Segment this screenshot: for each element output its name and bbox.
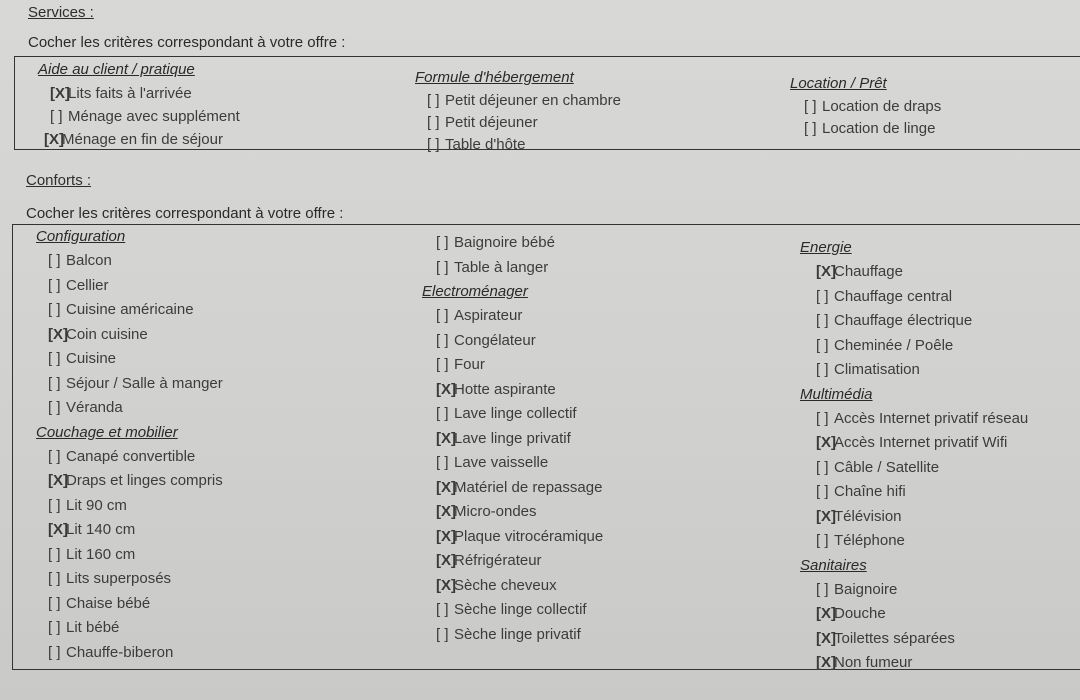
checkbox-unchecked[interactable]: [ ]	[48, 447, 61, 465]
item-label: Baignoire bébé	[454, 234, 555, 251]
criteria-item[interactable]	[422, 256, 603, 281]
checkbox-unchecked[interactable]: [ ]	[48, 276, 61, 294]
criteria-item[interactable]	[36, 274, 223, 299]
services-instruction: Cocher les critères correspondant à votre offre :	[28, 34, 346, 51]
criteria-item[interactable]	[36, 567, 223, 592]
criteria-item[interactable]	[36, 298, 223, 323]
checkbox-unchecked[interactable]: [ ]	[48, 545, 61, 563]
criteria-item[interactable]	[800, 480, 1028, 505]
checkbox-unchecked[interactable]: [ ]	[48, 643, 61, 661]
checkbox-unchecked[interactable]: [ ]	[816, 580, 829, 598]
services-item[interactable]: [X]Ménage en fin de séjour	[38, 128, 240, 151]
item-label: Chauffe-biberon	[66, 643, 174, 661]
checkbox-unchecked[interactable]: [ ]	[436, 356, 449, 373]
criteria-item[interactable]	[422, 378, 603, 403]
checkbox-unchecked[interactable]: [ ]	[436, 307, 449, 324]
criteria-item[interactable]	[422, 231, 603, 256]
conforts-instruction: Cocher les critères correspondant à votre offre :	[26, 205, 344, 222]
checkbox-unchecked[interactable]: [ ]	[48, 399, 61, 416]
category-title: Couchage et mobilier	[36, 423, 178, 441]
services-cat-title: Aide au client / pratique	[38, 61, 195, 78]
item-label: Télévision	[834, 507, 902, 525]
checkbox-checked[interactable]: [X]	[48, 325, 68, 343]
item-label: Plaque vitrocéramique	[454, 527, 604, 545]
services-col-3	[790, 72, 941, 140]
checkbox-checked[interactable]: [X]	[436, 576, 456, 594]
item-label: Lit 90 cm	[66, 496, 127, 514]
checkbox-checked[interactable]: [X]	[436, 380, 456, 398]
conforts-col-3	[800, 236, 1028, 676]
checkbox-unchecked[interactable]: [ ]	[48, 301, 61, 318]
item-label: Lave linge privatif	[454, 429, 571, 447]
item-label: Chauffage central	[834, 287, 953, 305]
criteria-item[interactable]	[422, 549, 603, 574]
checkbox-checked[interactable]: [X]	[48, 472, 68, 489]
checkbox-checked[interactable]: [X]	[436, 429, 456, 447]
criteria-item[interactable]	[800, 505, 1028, 530]
item-label: Véranda	[66, 399, 123, 416]
criteria-item[interactable]	[422, 329, 603, 354]
item-label: Canapé convertible	[66, 447, 196, 465]
criteria-item[interactable]	[422, 598, 603, 623]
item-label: Cheminée / Poêle	[834, 336, 954, 354]
item-label: Chauffage électrique	[834, 312, 973, 329]
checkbox-unchecked[interactable]: [ ]	[48, 594, 61, 612]
checkbox-unchecked[interactable]: [ ]	[816, 361, 829, 378]
criteria-item[interactable]	[422, 451, 603, 476]
checkbox-checked[interactable]: [X]	[816, 507, 836, 525]
item-label: Aspirateur	[454, 307, 523, 324]
item-label: Climatisation	[834, 361, 920, 378]
criteria-item[interactable]	[36, 494, 223, 519]
criteria-item[interactable]	[36, 469, 223, 494]
item-label: Lits superposés	[66, 570, 172, 587]
category-title: Sanitaires	[800, 556, 867, 574]
checkbox-unchecked[interactable]: [ ]	[48, 374, 61, 392]
checkbox-checked[interactable]: [X]	[50, 85, 70, 102]
criteria-item[interactable]	[800, 309, 1028, 334]
checkbox-checked[interactable]: [X]	[816, 434, 836, 451]
criteria-item[interactable]	[36, 518, 223, 543]
checkbox-checked[interactable]: [X]	[436, 527, 456, 545]
checkbox-unchecked[interactable]: [ ]	[48, 252, 61, 269]
services-heading: Services :	[28, 4, 94, 21]
checkbox-unchecked[interactable]: [ ]	[816, 409, 829, 427]
item-label: Congélateur	[454, 331, 536, 349]
criteria-item[interactable]	[422, 476, 603, 501]
checkbox-checked[interactable]: [X]	[44, 131, 64, 148]
criteria-item[interactable]	[800, 456, 1028, 481]
checkbox-unchecked[interactable]: [ ]	[436, 454, 449, 471]
services-item[interactable]: [ ] Location de draps	[790, 96, 941, 118]
item-label: Toilettes séparées	[834, 629, 955, 647]
checkbox-unchecked[interactable]: [ ]	[436, 405, 449, 422]
checkbox-unchecked[interactable]: [ ]	[48, 570, 61, 587]
checkbox-checked[interactable]: [X]	[436, 552, 456, 569]
item-label: Douche	[834, 605, 886, 622]
checkbox-unchecked[interactable]: [ ]	[48, 619, 61, 636]
checkbox-unchecked[interactable]: [ ]	[48, 496, 61, 514]
checkbox-unchecked[interactable]: [ ]	[804, 98, 817, 115]
criteria-item[interactable]	[36, 641, 223, 666]
item-label: Lave linge collectif	[454, 405, 577, 422]
item-label: Table à langer	[454, 258, 549, 276]
checkbox-unchecked[interactable]: [ ]	[436, 234, 449, 251]
checkbox-checked[interactable]: [X]	[436, 503, 456, 520]
item-label: Sèche linge collectif	[454, 601, 587, 618]
item-label: Accès Internet privatif réseau	[834, 409, 1029, 427]
item-label: Matériel de repassage	[454, 478, 603, 496]
conforts-col-1	[36, 225, 223, 665]
services-item[interactable]: [X]Lits faits à l'arrivée	[38, 82, 240, 105]
item-label: Lit 160 cm	[66, 545, 136, 563]
criteria-item[interactable]	[36, 592, 223, 617]
criteria-item[interactable]	[800, 651, 1028, 676]
checkbox-unchecked[interactable]: [ ]	[436, 331, 449, 349]
item-label: Cuisine	[66, 350, 117, 367]
checkbox-unchecked[interactable]: [ ]	[804, 120, 817, 137]
category-title: Electroménager	[422, 283, 528, 300]
checkbox-unchecked[interactable]: [ ]	[816, 336, 829, 354]
checkbox-checked[interactable]: [X]	[816, 605, 836, 622]
checkbox-unchecked[interactable]: [ ]	[436, 625, 449, 643]
item-label: Coin cuisine	[66, 325, 148, 343]
item-label: Téléphone	[834, 532, 905, 549]
checkbox-unchecked[interactable]: [ ]	[48, 350, 61, 367]
conforts-col-2	[422, 231, 603, 647]
item-label: Sèche cheveux	[454, 576, 557, 594]
criteria-item[interactable]	[422, 525, 603, 550]
criteria-item[interactable]	[36, 249, 223, 274]
item-label: Cellier	[66, 276, 109, 294]
checkbox-checked[interactable]: [X]	[816, 654, 836, 671]
services-col-2	[415, 66, 621, 156]
checkbox-unchecked[interactable]: [ ]	[816, 532, 829, 549]
criteria-item[interactable]	[36, 396, 223, 421]
category-title: Multimédia	[800, 385, 873, 403]
checkbox-unchecked[interactable]: [ ]	[50, 108, 63, 125]
checkbox-unchecked[interactable]: [ ]	[816, 312, 829, 329]
item-label: Câble / Satellite	[834, 458, 940, 476]
item-label: Chauffage	[834, 263, 903, 280]
criteria-item[interactable]	[800, 358, 1028, 383]
item-label: Séjour / Salle à manger	[66, 374, 223, 392]
item-label: Micro-ondes	[454, 503, 537, 520]
checkbox-checked[interactable]: [X]	[48, 521, 68, 538]
checkbox-unchecked[interactable]: [ ]	[436, 258, 449, 276]
criteria-item[interactable]	[422, 304, 603, 329]
item-label: Chaise bébé	[66, 594, 151, 612]
item-label: Balcon	[66, 252, 112, 269]
criteria-item[interactable]	[800, 260, 1028, 285]
item-label: Lave vaisselle	[454, 454, 549, 471]
conforts-heading: Conforts :	[26, 172, 92, 189]
criteria-item[interactable]	[36, 372, 223, 397]
criteria-item[interactable]	[422, 500, 603, 525]
criteria-item[interactable]	[422, 402, 603, 427]
services-item[interactable]: [ ] Ménage avec supplément	[38, 105, 240, 128]
criteria-item[interactable]	[422, 574, 603, 599]
criteria-item[interactable]	[800, 431, 1028, 456]
checkbox-unchecked[interactable]: [ ]	[436, 601, 449, 618]
criteria-item[interactable]	[36, 543, 223, 568]
item-label: Non fumeur	[834, 654, 913, 671]
item-label: Hotte aspirante	[454, 380, 556, 398]
item-label: Draps et linges compris	[66, 472, 223, 489]
item-label: Cuisine américaine	[66, 301, 194, 318]
criteria-item[interactable]	[800, 285, 1028, 310]
item-label: Four	[454, 356, 485, 373]
checkbox-checked[interactable]: [X]	[816, 263, 836, 280]
item-label: Chaîne hifi	[834, 483, 906, 500]
category-title: Configuration	[36, 228, 126, 245]
services-cat-title: Location / Prêt	[790, 75, 887, 92]
checkbox-unchecked[interactable]: [ ]	[427, 136, 440, 153]
checkbox-checked[interactable]: [X]	[436, 478, 456, 496]
criteria-item[interactable]	[800, 602, 1028, 627]
checkbox-checked[interactable]: [X]	[816, 629, 836, 647]
criteria-item[interactable]	[800, 407, 1028, 432]
criteria-item[interactable]	[422, 427, 603, 452]
checkbox-unchecked[interactable]: [ ]	[816, 483, 829, 500]
checkbox-unchecked[interactable]: [ ]	[816, 287, 829, 305]
checkbox-unchecked[interactable]: [ ]	[816, 458, 829, 476]
services-cat-title: Formule d'hébergement	[415, 69, 574, 86]
criteria-item[interactable]	[36, 616, 223, 641]
criteria-item[interactable]	[800, 334, 1028, 359]
checkbox-unchecked[interactable]: [ ]	[427, 92, 440, 109]
item-label: Accès Internet privatif Wifi	[834, 434, 1008, 451]
services-col-1	[38, 58, 240, 151]
services-item[interactable]: [ ] Table d'hôte	[415, 134, 621, 156]
item-label: Lit bébé	[66, 619, 120, 636]
checkbox-unchecked[interactable]: [ ]	[427, 114, 440, 131]
item-label: Sèche linge privatif	[454, 625, 581, 643]
item-label: Réfrigérateur	[454, 552, 542, 569]
criteria-item[interactable]	[800, 627, 1028, 652]
criteria-item[interactable]	[36, 445, 223, 470]
criteria-item[interactable]	[800, 578, 1028, 603]
criteria-item[interactable]	[800, 529, 1028, 554]
item-label: Baignoire	[834, 580, 898, 598]
criteria-item[interactable]	[422, 353, 603, 378]
services-item[interactable]: [ ] Petit déjeuner	[415, 112, 621, 134]
criteria-item[interactable]	[422, 623, 603, 648]
criteria-item[interactable]	[36, 323, 223, 348]
category-title: Energie	[800, 239, 852, 256]
item-label: Lit 140 cm	[66, 521, 136, 538]
services-item[interactable]: [ ] Petit déjeuner en chambre	[415, 90, 621, 112]
services-item[interactable]: [ ] Location de linge	[790, 118, 941, 140]
criteria-item[interactable]	[36, 347, 223, 372]
